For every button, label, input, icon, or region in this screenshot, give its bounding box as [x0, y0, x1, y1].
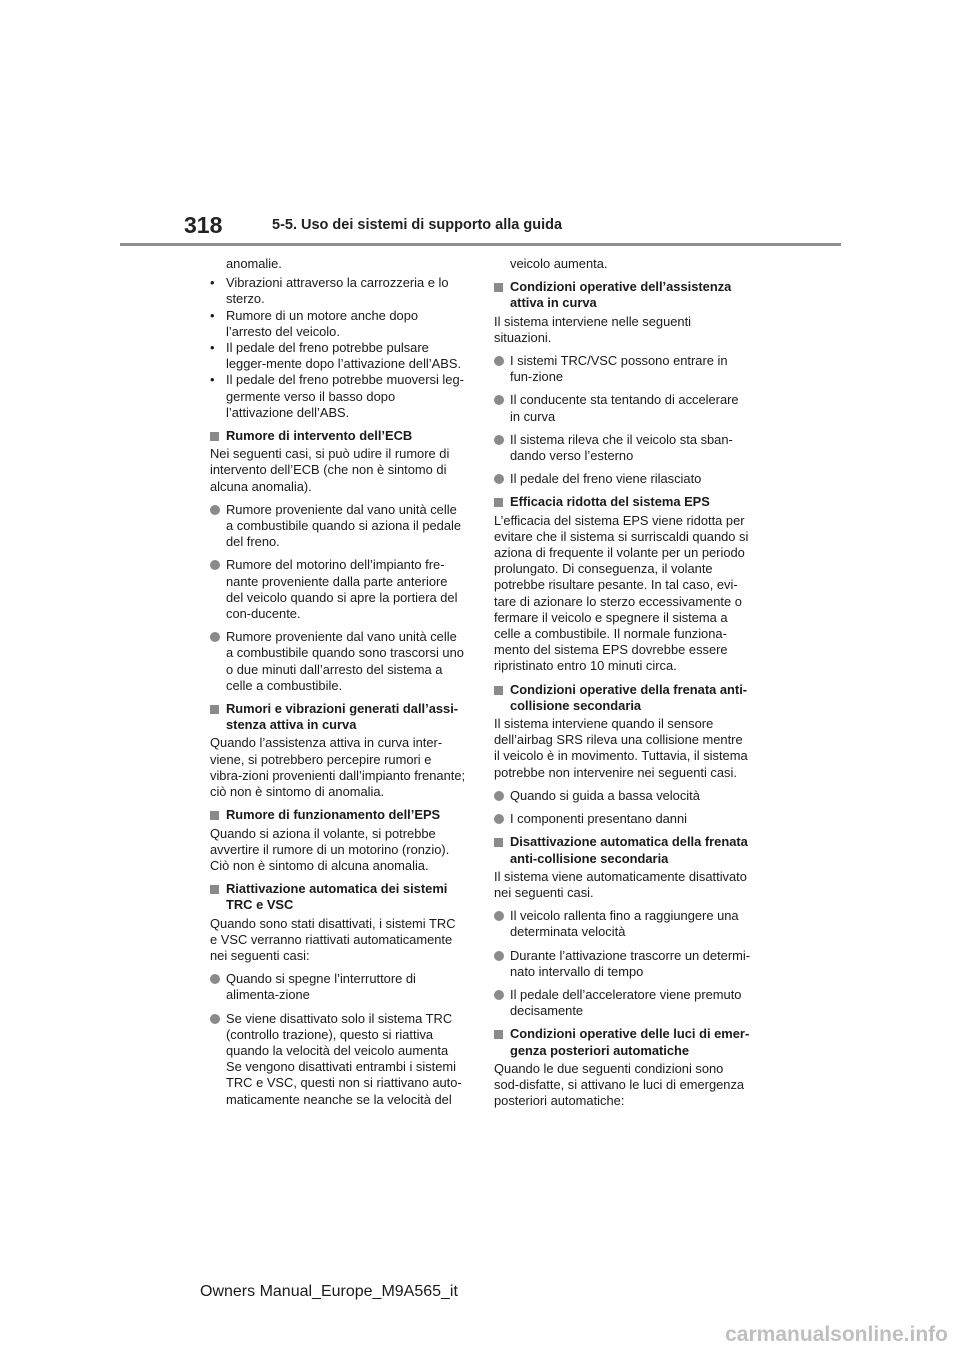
section-heading: Rumori e vibrazioni generati dall’assi-stenza attiva in curva	[210, 701, 466, 733]
dash-item: • Il pedale del freno potrebbe pulsare legger-mente dopo l’attivazione dell’ABS.	[210, 340, 462, 372]
continuation-text: veicolo aumenta.	[510, 256, 608, 271]
body-paragraph: Quando le due seguenti condizioni sono sod-disfatte, si attivano le luci di emergenza posteriori automatiche:	[494, 1060, 745, 1109]
body-paragraph: L’efficacia del sistema EPS viene ridotta per evitare che il sistema si surriscaldi quando si aziona di frequente il volante per un periodo prolungato. Di conseguenza, il volante potrebbe risultare pesante. In tal caso, evi-tare di azionare lo sterzo eccessivamente o fermare il veicolo e spegnere il sistema a celle a combustibile. Il normale funziona-mento del sistema EPS dovrebbe essere ripristinato entro 10 minuti circa.	[494, 512, 749, 674]
page-number: 318	[184, 212, 223, 238]
footer-manual-id: Owners Manual_Europe_M9A565_it	[200, 1283, 458, 1300]
section-heading: Efficacia ridotta del sistema EPS	[494, 494, 750, 510]
bullet-item: Se viene disattivato solo il sistema TRC (controllo trazione), questo si riattiva quando la velocità del veicolo aumenta Se vengono disattivati entrambi i sistemi TRC e VSC, questi non si riattivano auto-maticamente neanche se la velocità del	[210, 1011, 466, 1108]
bullet-item: Rumore proveniente dal vano unità celle a combustibile quando sono trascorsi uno o due minuti dall’arresto del sistema a celle a combustibile.	[210, 629, 466, 694]
bullet-item: Il conducente sta tentando di accelerare in curva	[494, 392, 750, 424]
body-paragraph: Nei seguenti casi, si può udire il rumore di intervento dell’ECB (che non è sintomo di alcuna anomalia).	[210, 446, 450, 494]
round-bullet-icon	[210, 974, 220, 984]
square-bullet-icon	[494, 498, 503, 507]
bullet-item: Quando si guida a bassa velocità	[494, 788, 750, 804]
body-paragraph: Quando si aziona il volante, si potrebbe avvertire il rumore di un motorino (ronzio). Ciò non è sintomo di alcuna anomalia.	[210, 825, 450, 873]
round-bullet-icon	[210, 1014, 220, 1024]
dash-item: • Rumore di un motore anche dopo l’arresto del veicolo.	[210, 307, 419, 339]
round-bullet-icon	[210, 505, 220, 515]
square-bullet-icon	[210, 885, 219, 894]
section-heading: Condizioni operative della frenata anti-collisione secondaria	[494, 682, 750, 714]
round-bullet-icon	[494, 435, 504, 445]
square-bullet-icon	[210, 811, 219, 820]
bullet-item: I sistemi TRC/VSC possono entrare in fun-zione	[494, 353, 750, 385]
right-column	[494, 256, 750, 1116]
round-bullet-icon	[494, 791, 504, 801]
round-bullet-icon	[210, 632, 220, 642]
section-heading: Condizioni operative dell’assistenza attiva in curva	[494, 279, 750, 311]
dash-item: • Vibrazioni attraverso la carrozzeria e lo sterzo.	[210, 275, 449, 307]
round-bullet-icon	[494, 814, 504, 824]
dash-list	[210, 275, 466, 421]
square-bullet-icon	[494, 686, 503, 695]
square-bullet-icon	[494, 838, 503, 847]
body-paragraph: Il sistema viene automaticamente disattivato nei seguenti casi.	[494, 868, 747, 900]
section-heading: Rumore di funzionamento dell’EPS	[210, 807, 466, 823]
bullet-item: Il veicolo rallenta fino a raggiungere una determinata velocità	[494, 908, 750, 940]
bullet-item: Il sistema rileva che il veicolo sta sban-dando verso l’esterno	[494, 432, 750, 464]
bullet-item: Rumore del motorino dell’impianto fre-nante proveniente dalla parte anteriore del veicolo quando si apre la portiera del con-ducente.	[210, 557, 466, 622]
round-bullet-icon	[494, 951, 504, 961]
body-paragraph: Il sistema interviene nelle seguenti situazioni.	[494, 313, 692, 345]
dash-item: • Il pedale del freno potrebbe muoversi leg-germente verso il basso dopo l’attivazione dell’ABS.	[210, 372, 464, 420]
body-paragraph: Quando l’assistenza attiva in curva inter-viene, si potrebbero percepire rumori e vibra-zioni provenienti dall’impianto frenante; ciò non è sintomo di anomalia.	[210, 735, 466, 800]
section-heading: Riattivazione automatica dei sistemi TRC e VSC	[210, 881, 466, 913]
watermark: carmanualsonline.info	[725, 1323, 948, 1346]
square-bullet-icon	[494, 1030, 503, 1039]
bullet-item: Il pedale del freno viene rilasciato	[494, 471, 750, 487]
body-paragraph: Quando sono stati disattivati, i sistemi TRC e VSC verranno riattivati automaticamente nei seguenti casi:	[210, 915, 456, 963]
square-bullet-icon	[494, 283, 503, 292]
section-heading: Condizioni operative delle luci di emer-genza posteriori automatiche	[494, 1026, 750, 1058]
body-paragraph: Il sistema interviene quando il sensore dell’airbag SRS rileva una collisione mentre il veicolo è in movimento. Tuttavia, il sistema potrebbe non intervenire nei seguenti casi.	[494, 716, 748, 780]
bullet-item: Rumore proveniente dal vano unità celle a combustibile quando si aziona il pedale del freno.	[210, 502, 466, 551]
square-bullet-icon	[210, 705, 219, 714]
bullet-item: Il pedale dell’acceleratore viene premuto decisamente	[494, 987, 750, 1019]
left-column	[210, 256, 466, 1115]
bullet-item: Durante l’attivazione trascorre un determi-nato intervallo di tempo	[494, 948, 750, 980]
bullet-item: I componenti presentano danni	[494, 811, 750, 827]
round-bullet-icon	[494, 395, 504, 405]
round-bullet-icon	[494, 474, 504, 484]
section-heading: Disattivazione automatica della frenata anti-collisione secondaria	[494, 834, 750, 866]
round-bullet-icon	[494, 911, 504, 921]
section-heading: Rumore di intervento dell’ECB	[210, 428, 466, 444]
square-bullet-icon	[210, 432, 219, 441]
header-rule	[120, 243, 841, 246]
round-bullet-icon	[210, 560, 220, 570]
round-bullet-icon	[494, 990, 504, 1000]
continuation-text: anomalie.	[226, 256, 282, 271]
bullet-item: Quando si spegne l’interruttore di alimenta-zione	[210, 971, 466, 1003]
section-title: 5-5. Uso dei sistemi di supporto alla guida	[272, 217, 563, 233]
round-bullet-icon	[494, 356, 504, 366]
